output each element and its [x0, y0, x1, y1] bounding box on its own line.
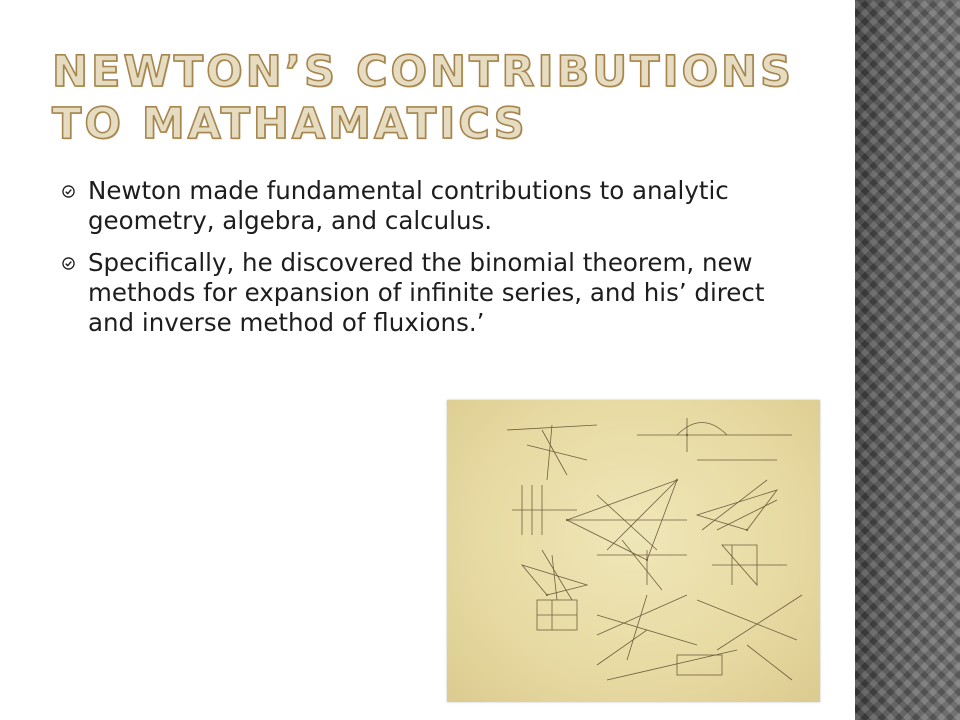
circle-check-bullet-icon	[62, 257, 75, 270]
bullet-item	[60, 176, 780, 236]
geometry-diagrams-illustration	[447, 400, 820, 702]
bullet-text: Newton made fundamental contributions to analytic geometry, algebra, and calculus.	[88, 176, 729, 235]
circle-check-bullet-icon	[62, 185, 75, 198]
bullet-text: Specifically, he discovered the binomial theorem, new methods for expansion of infinite series, and his’ direct and inverse method of fluxions.’	[88, 248, 765, 337]
decorative-side-panel	[855, 0, 960, 720]
bullet-item	[60, 248, 780, 338]
slide-title: NEWTON’S CONTRIBUTIONS TO MATHAMATICS	[52, 47, 795, 149]
geometry-manuscript-image	[447, 400, 820, 702]
bullet-list	[60, 176, 780, 350]
